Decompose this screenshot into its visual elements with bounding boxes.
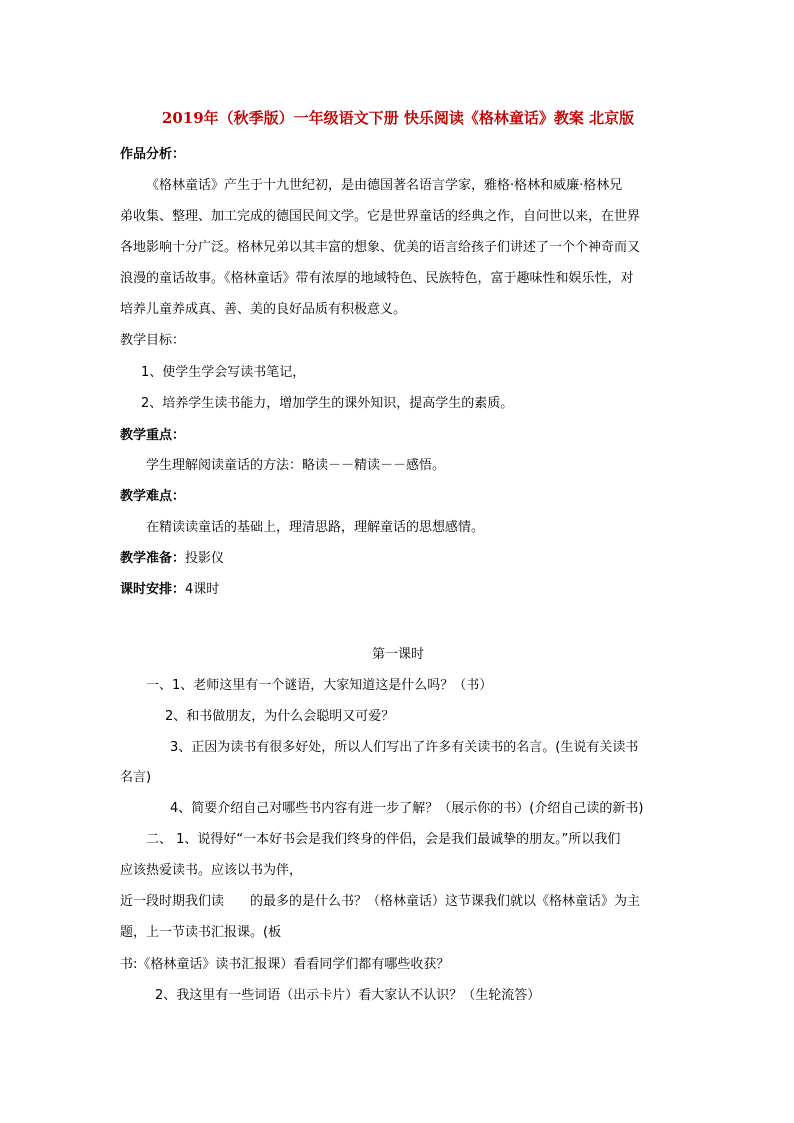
lesson-line: 近一段时期我们读 的最多的是什么书？（格林童话）这节课我们就以《格林童话》为主 (120, 894, 641, 909)
analysis-line: 弟收集、整理、加工完成的德国民间文学。它是世界童话的经典之作，自问世以来，在世界 (120, 209, 641, 224)
preparation-label: 教学准备： (120, 551, 186, 566)
analysis-heading: 作品分析： (120, 147, 186, 162)
lesson-line: 一、1、老师这里有一个谜语，大家知道这是什么吗？（书） (146, 678, 493, 693)
lesson-line: 名言) (120, 770, 152, 785)
goal-item: 2、培养学生读书能力，增加学生的课外知识，提高学生的素质。 (141, 396, 514, 411)
lesson-line: 2、和书做朋友，为什么会聪明又可爱？ (165, 709, 395, 724)
difficulty-heading: 教学难点： (120, 489, 186, 504)
goal-item: 1、使学生学会写读书笔记， (141, 365, 306, 380)
lesson-line: 应该热爱读书。应该以书为伴， (120, 863, 303, 878)
schedule-value: 4课时 (185, 582, 220, 597)
lesson-line: 书:《格林童话》读书汇报课）看看同学们都有哪些收获？ (120, 957, 450, 972)
lesson-line: 4、简要介绍自己对哪些书内容有进一步了解？（展示你的书）(介绍自己读的新书) (170, 801, 644, 816)
lesson-line: 2、我这里有一些词语（出示卡片）看大家认不认识？（生轮流答） (155, 988, 541, 1003)
analysis-line: 浪漫的童话故事。《格林童话》带有浓厚的地域特色、民族特色，富于趣味性和娱乐性，对 (120, 271, 634, 286)
schedule-line (120, 580, 219, 600)
lesson-line: 题，上一节读书汇报课。(板 (120, 925, 282, 940)
difficulty-text: 在精读读童话的基础上，理清思路，理解童话的思想感情。 (146, 520, 485, 535)
schedule-label: 课时安排： (120, 582, 186, 597)
lesson-line: 3、正因为读书有很多好处，所以人们写出了许多有关读书的名言。(生说有关读书 (170, 740, 639, 755)
document-title: 2019年（秋季版）一年级语文下册 快乐阅读《格林童话》教案 北京版 (161, 109, 635, 127)
lesson-heading: 第一课时 (371, 647, 424, 662)
key-point-text: 学生理解阅读童话的方法：略读－－精读－－感悟。 (146, 458, 446, 473)
goals-heading: 教学目标： (120, 333, 186, 348)
key-point-heading: 教学重点： (120, 428, 186, 443)
analysis-line: 培养儿童养成真、善、美的良好品质有积极意义。 (120, 302, 407, 317)
analysis-line: 《格林童话》产生于十九世纪初，是由德国著名语言学家，雅格·格林和威廉·格林兄 (146, 178, 623, 193)
lesson-line: 二、 1、说得好“一本好书会是我们终身的伴侣，会是我们最诚挚的朋友。”所以我们 (146, 832, 621, 847)
preparation-value: 投影仪 (185, 551, 225, 566)
analysis-line: 各地影响十分广泛。格林兄弟以其丰富的想象、优美的语言给孩子们讲述了一个个神奇而又 (120, 240, 641, 255)
preparation-line (120, 549, 224, 569)
